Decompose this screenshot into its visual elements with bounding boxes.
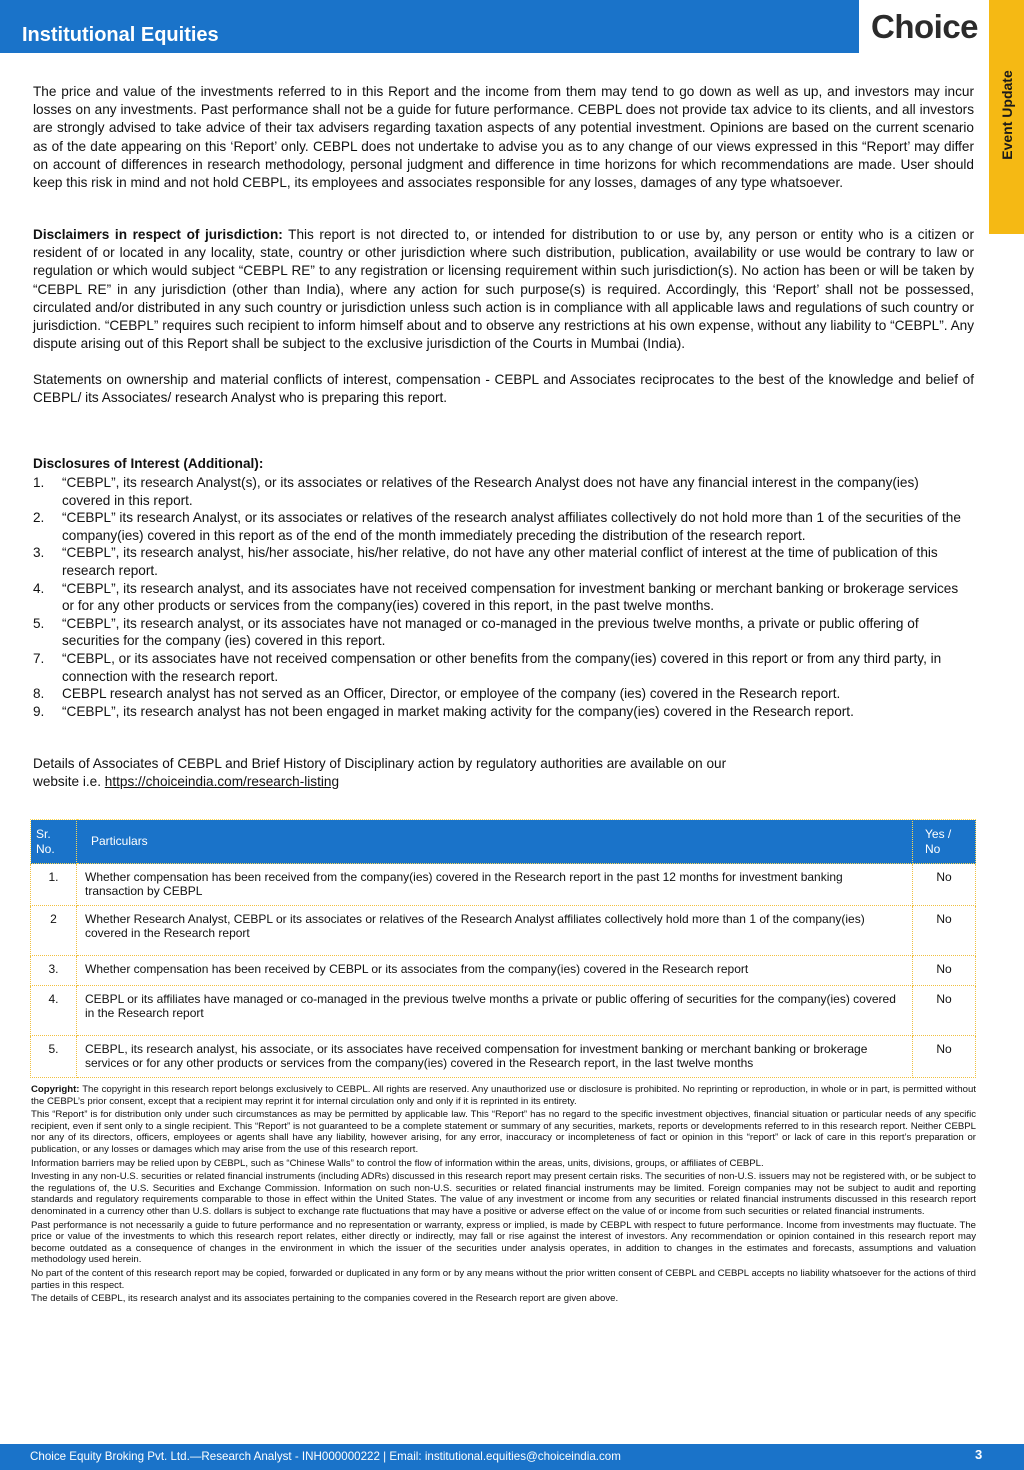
past-performance-paragraph: Past performance is not necessarily a guide to future performance and no representation or warranty, express or implied, is made by CEBPL with respect to future performance. Income from investments may fluctuate. The price or value of the investments to which this research report relates, either directly or indirectly, may fall or rise against the interest of investors. Any recommendation or opinion contained in this research report may become outdated as a consequence of changes in the environment in which the issuer of the securities under analysis operates, in addition to changes in the estimates and forecasts, assumptions and valuation methodology used herein. bbox=[31, 1219, 976, 1266]
table-row bbox=[31, 986, 976, 1036]
row-answer: No bbox=[913, 1035, 976, 1077]
details-given-paragraph: The details of CEBPL, its research analyst and its associates pertaining to the companies covered in the Research report are given above. bbox=[31, 1293, 619, 1305]
disclosure-text: “CEBPL”, its research analyst, or its associates have not managed or co-managed in the previous twelve months, a private or public offering of securities for the company (ies) covered in this report. bbox=[62, 615, 919, 649]
copyright-section bbox=[31, 1084, 976, 1307]
disclosure-number: 2. bbox=[33, 510, 45, 526]
row-sr-no: 5. bbox=[31, 1035, 77, 1077]
footer-text: Choice Equity Broking Pvt. Ltd.—Research Analyst - INH000000222 | Email: institutional.equities@choiceindia.com bbox=[30, 1450, 621, 1463]
disclosures-list bbox=[33, 474, 963, 720]
disclosure-item bbox=[33, 685, 963, 703]
row-answer: No bbox=[913, 986, 976, 1036]
non-us-securities-paragraph: Investing in any non-U.S. securities or related financial instruments (including ADRs) discussed in this research report may present certain risks. The securities of non-U.S. issuers may not be registered with, or be subject to the regulations of, the U.S. Securities and Exchange Commission. Information on such non-U.S. securities or related financial instruments may be limited. Foreign companies may not be subject to audit and reporting standards and regulatory requirements comparable to those in effect within the United States. The value of any investment or income from any securities or related financial instruments discussed in this research report denominated in a currency other than U.S. dollars is subject to exchange rate fluctuations that may have a positive or adverse effect on the value of or income from such securities or related financial instruments. bbox=[31, 1171, 976, 1217]
row-answer: No bbox=[913, 955, 976, 985]
website-prefix: website i.e. bbox=[33, 774, 105, 789]
row-sr-no: 3. bbox=[31, 955, 77, 985]
copyright-text: The copyright in this research report belongs exclusively to CEBPL. All rights are reserved. Any unauthorized use or disclosure is prohibited. No reprinting or reproduction, in whole or in part, is permitted without the CEBPL’s prior consent, except that a recipient may reprint it for internal circulation only and only if it is reprinted in its entirety. bbox=[31, 1084, 976, 1107]
disclosure-item bbox=[33, 580, 963, 615]
disclosure-text: “CEBPL”, its research analyst, his/her associate, his/her relative, do not have any other material conflict of interest at the time of publication of this research report. bbox=[62, 545, 938, 578]
page-number: 3 bbox=[975, 1447, 983, 1462]
disclosure-text: “CEBPL”, its research analyst, and its associates have not received compensation for investment banking or merchant banking or brokerage services or for any other products or services from the company(ies) covered in this report, in the past twelve months. bbox=[62, 580, 959, 614]
associates-details bbox=[33, 755, 963, 791]
table-row bbox=[31, 1035, 976, 1077]
side-tab-label: Event Update bbox=[999, 70, 1015, 160]
disclosure-item bbox=[33, 509, 963, 544]
table-header-row bbox=[31, 820, 976, 864]
row-particular: CEBPL or its affiliates have managed or co-managed in the previous twelve months a private or public offering of securities for the company(ies) covered in the Research report bbox=[77, 986, 913, 1036]
disclosure-text: CEBPL research analyst has not served as an Officer, Director, or employee of the company (ies) covered in the Research report. bbox=[62, 686, 841, 702]
disclosure-number: 3. bbox=[33, 545, 45, 561]
row-particular: Whether compensation has been received from the company(ies) covered in the Research report in the past 12 months for investment banking transaction by CEBPL bbox=[77, 864, 913, 906]
disclosure-item bbox=[33, 650, 963, 685]
row-particular: Whether compensation has been received by CEBPL or its associates from the company(ies) covered in the Research report bbox=[77, 955, 913, 985]
disclosure-text: “CEBPL, or its associates have not received compensation or other benefits from the company(ies) covered in this report or from any third party, in connection with the research report. bbox=[62, 650, 942, 684]
row-particular: CEBPL, its research analyst, his associate, or its associates have received compensation for investment banking or merchant banking or brokerage services or for any other products or services from the company(ies) covered in the Research report, in the last twelve months bbox=[77, 1035, 913, 1077]
table-row bbox=[31, 905, 976, 955]
jurisdiction-disclaimer-paragraph bbox=[33, 226, 974, 353]
no-copy-paragraph: No part of the content of this research report may be copied, forwarded or duplicated in any form or by any means without the prior written consent of CEBPL and CEBPL accepts no liability whatsoever for the actions of third parties in this respect. bbox=[31, 1267, 976, 1291]
disclosures-heading: Disclosures of Interest (Additional): bbox=[33, 456, 264, 471]
disclosure-item bbox=[33, 474, 963, 509]
row-sr-no: 2 bbox=[31, 905, 77, 955]
disclosure-item bbox=[33, 615, 963, 650]
disclosure-item bbox=[33, 703, 963, 721]
copyright-label: Copyright: bbox=[31, 1084, 80, 1095]
choice-logo: Choice bbox=[871, 8, 979, 45]
header-title: Institutional Equities bbox=[22, 24, 219, 46]
disclosure-number: 4. bbox=[33, 580, 45, 596]
disclosure-number: 5. bbox=[33, 615, 45, 631]
header-particulars: Particulars bbox=[77, 820, 913, 864]
copyright-paragraph bbox=[31, 1084, 976, 1107]
information-barriers-paragraph: Information barriers may be relied upon by CEBPL, such as “Chinese Walls” to control the flow of information within the areas, units, divisions, groups, or affiliates of CEBPL. bbox=[31, 1157, 764, 1169]
table-row bbox=[31, 955, 976, 985]
row-particular: Whether Research Analyst, CEBPL or its associates or relatives of the Research Analyst affiliates collectively hold more than 1 of the company(ies) covered in the Research report bbox=[77, 905, 913, 955]
disclosure-table bbox=[30, 819, 976, 1078]
disclosure-number: 1. bbox=[33, 475, 45, 490]
disclosure-number: 7. bbox=[33, 650, 45, 666]
disclosure-text: “CEBPL” its research Analyst, or its associates or relatives of the research analyst affiliates collectively do not hold more than 1 of the securities of the company(ies) covered in this report as of the end of the month immediately preceding the distribution of the research report. bbox=[62, 510, 961, 543]
disclosure-number: 8. bbox=[33, 686, 45, 702]
header-yes-no: Yes / No bbox=[913, 820, 976, 864]
jurisdiction-heading: Disclaimers in respect of jurisdiction: bbox=[33, 227, 283, 242]
disclosure-item bbox=[33, 544, 963, 579]
distribution-paragraph: This “Report” is for distribution only under such circumstances as may be permitted by applicable law. This “Report” has no regard to the specific investment objectives, financial situation or particular needs of any specific recipient, even if sent only to a single recipient. This “Report” is not guaranteed to be a complete statement or summary of any securities, markets, reports or developments referred to in this research report. Neither CEBPL nor any of its directors, officers, employees or agents shall have any liability, however arising, for any error, inaccuracy or incompleteness of fact or opinion in this “report” or lack of care in this report’s preparation or publication, or any losses or damages which may arise from the use of this research report. bbox=[31, 1109, 976, 1155]
table-row bbox=[31, 864, 976, 906]
row-answer: No bbox=[913, 864, 976, 906]
jurisdiction-body: This report is not directed to, or intended for distribution to or use by, any person or entity who is a citizen or resident of or located in any locality, state, country or other jurisdiction where such distribution, publication, availability or use would be contrary to law or regulation or which would subject “CEBPL RE” to any registration or licensing requirement within such jurisdiction(s). No action has been or will be taken by “CEBPL RE” in any jurisdiction (other than India), where any action for such purpose(s) is required. Accordingly, this ‘Report’ shall not be possessed, circulated and/or distributed in any such country or jurisdiction unless such action is in compliance with all applicable laws and regulations of such country or jurisdiction. “CEBPL” requires such recipient to inform himself about and to observe any restrictions at his own expense, without any liability to “CEBPL”. Any dispute arising out of this Report shall be subject to the exclusive jurisdiction of the Courts in Mumbai (India). bbox=[33, 227, 974, 352]
associates-details-text: Details of Associates of CEBPL and Brief History of Disciplinary action by regulatory authorities are available on our bbox=[33, 756, 727, 771]
row-answer: No bbox=[913, 905, 976, 955]
disclosure-text: “CEBPL”, its research Analyst(s), or its associates or relatives of the Research Analyst does not have any financial interest in the company(ies) covered in this report. bbox=[62, 475, 919, 508]
header-sr-no: Sr. No. bbox=[31, 820, 77, 864]
investment-risk-paragraph: The price and value of the investments referred to in this Report and the income from them may tend to go down as well as up, and investors may incur losses on any investments. Past performance shall not be a guide for future performance. CEBPL does not provide tax advice to its clients, and all investors are strongly advised to take advice of their tax advisers regarding taxation aspects of any potential investment. Opinions are based on the current scenario as of the date appearing on this ‘Report’ only. CEBPL does not undertake to advise you as to any change of our views expressed in this “Report’ may differ on account of differences in research methodology, personal judgment and difference in time horizons for which recommendations are made. User should keep this risk in mind and not hold CEBPL, its employees and associates responsible for any losses, damages of any type whatsoever. bbox=[33, 84, 974, 191]
row-sr-no: 1. bbox=[31, 864, 77, 906]
row-sr-no: 4. bbox=[31, 986, 77, 1036]
research-listing-link[interactable]: https://choiceindia.com/research-listing bbox=[104, 774, 340, 789]
disclosure-text: “CEBPL”, its research analyst has not been engaged in market making activity for the company(ies) covered in the Research report. bbox=[62, 703, 854, 719]
disclosure-number: 9. bbox=[33, 703, 45, 719]
ownership-statement-paragraph: Statements on ownership and material conflicts of interest, compensation - CEBPL and Associates reciprocates to the best of the knowledge and belief of CEBPL/ its Associates/ research Analyst who is preparing this report. bbox=[33, 372, 974, 406]
